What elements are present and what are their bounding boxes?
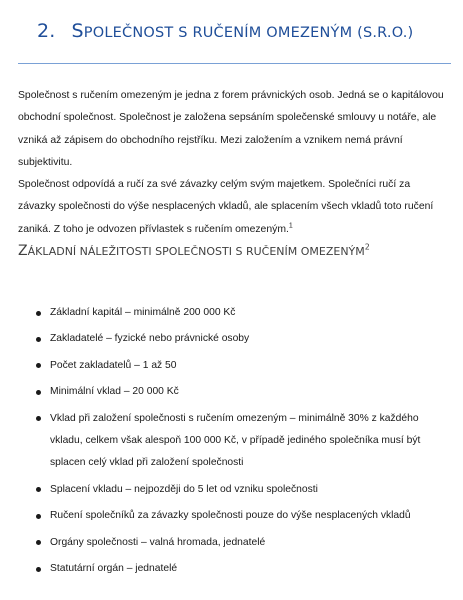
heading-underline <box>18 63 451 64</box>
bullet-icon <box>36 487 41 492</box>
section-title-initial: Z <box>18 243 28 259</box>
list-item <box>36 302 436 324</box>
requirements-list <box>36 302 436 584</box>
section-title-rest: ÁKLADNÍ NÁLEŽITOSTI SPOLEČNOSTI S RUČENÍM OMEZENÝM <box>27 245 365 258</box>
bullet-icon <box>36 311 41 316</box>
chapter-heading <box>37 20 413 42</box>
bullet-icon <box>36 390 41 395</box>
list-item <box>36 408 436 475</box>
list-item <box>36 355 436 377</box>
intro-paragraph-1-text: Společnost s ručením omezeným je jedna z forem právnických osob. Jedná se o kapitálovou obchodní společnost. Společnost je založena sepsáním společenské smlouvy u notáře, ale vzniká až zápisem do obchodního rejstříku. Mezi založením a vznikem nemá právní subjektivitu. <box>18 90 444 168</box>
bullet-icon <box>36 363 41 368</box>
list-item-text: Zakladatelé – fyzické nebo právnické osoby <box>50 333 250 345</box>
intro-paragraph-1 <box>18 85 448 174</box>
list-item-text: Počet zakladatelů – 1 až 50 <box>50 359 177 371</box>
list-item-text: Ručení společníků za závazky společnosti pouze do výše nesplacených vkladů <box>50 510 411 522</box>
list-item <box>36 505 436 527</box>
list-item <box>36 532 436 554</box>
chapter-title-initial: S <box>71 20 84 42</box>
bullet-icon <box>36 416 41 421</box>
list-item-text: Statutární orgán – jednatelé <box>50 563 178 575</box>
bullet-icon <box>36 337 41 342</box>
bullet-icon <box>36 567 41 572</box>
list-item-text: Minimální vklad – 20 000 Kč <box>50 386 179 398</box>
list-item-text: Orgány společnosti – valná hromada, jednatelé <box>50 536 266 548</box>
footnote-ref-2[interactable]: 2 <box>364 242 370 252</box>
list-item-text: Vklad při založení společnosti s ručením omezeným – minimálně 30% z každého vkladu, celkem však alespoň 100 000 Kč, v případě jediného společníka musí být splacen celý vklad při založení společnosti <box>50 412 421 469</box>
chapter-title-rest: POLEČNOST S RUČENÍM OMEZENÝM (S.R.O.) <box>83 25 414 41</box>
intro-paragraph-2 <box>18 174 448 241</box>
section-heading <box>18 243 370 259</box>
list-item <box>36 558 436 580</box>
footnote-ref-1[interactable]: 1 <box>288 222 293 230</box>
bullet-icon <box>36 540 41 545</box>
list-item <box>36 381 436 403</box>
chapter-number: 2. <box>37 20 56 42</box>
list-item-text: Základní kapitál – minimálně 200 000 Kč <box>50 307 236 318</box>
list-item-text: Splacení vkladu – nejpozději do 5 let od vzniku společnosti <box>50 483 318 495</box>
list-item <box>36 328 436 350</box>
list-item <box>36 479 436 501</box>
bullet-icon <box>36 514 41 519</box>
intro-paragraph-2-text: Společnost odpovídá a ručí za své závazky celým svým majetkem. Společníci ručí za závazky společnosti do výše nesplacených vkladů, ale splacením všech vkladů toto ručení zaniká. Z toho je odvozen přívlastek s ručením omezeným. <box>18 179 434 235</box>
